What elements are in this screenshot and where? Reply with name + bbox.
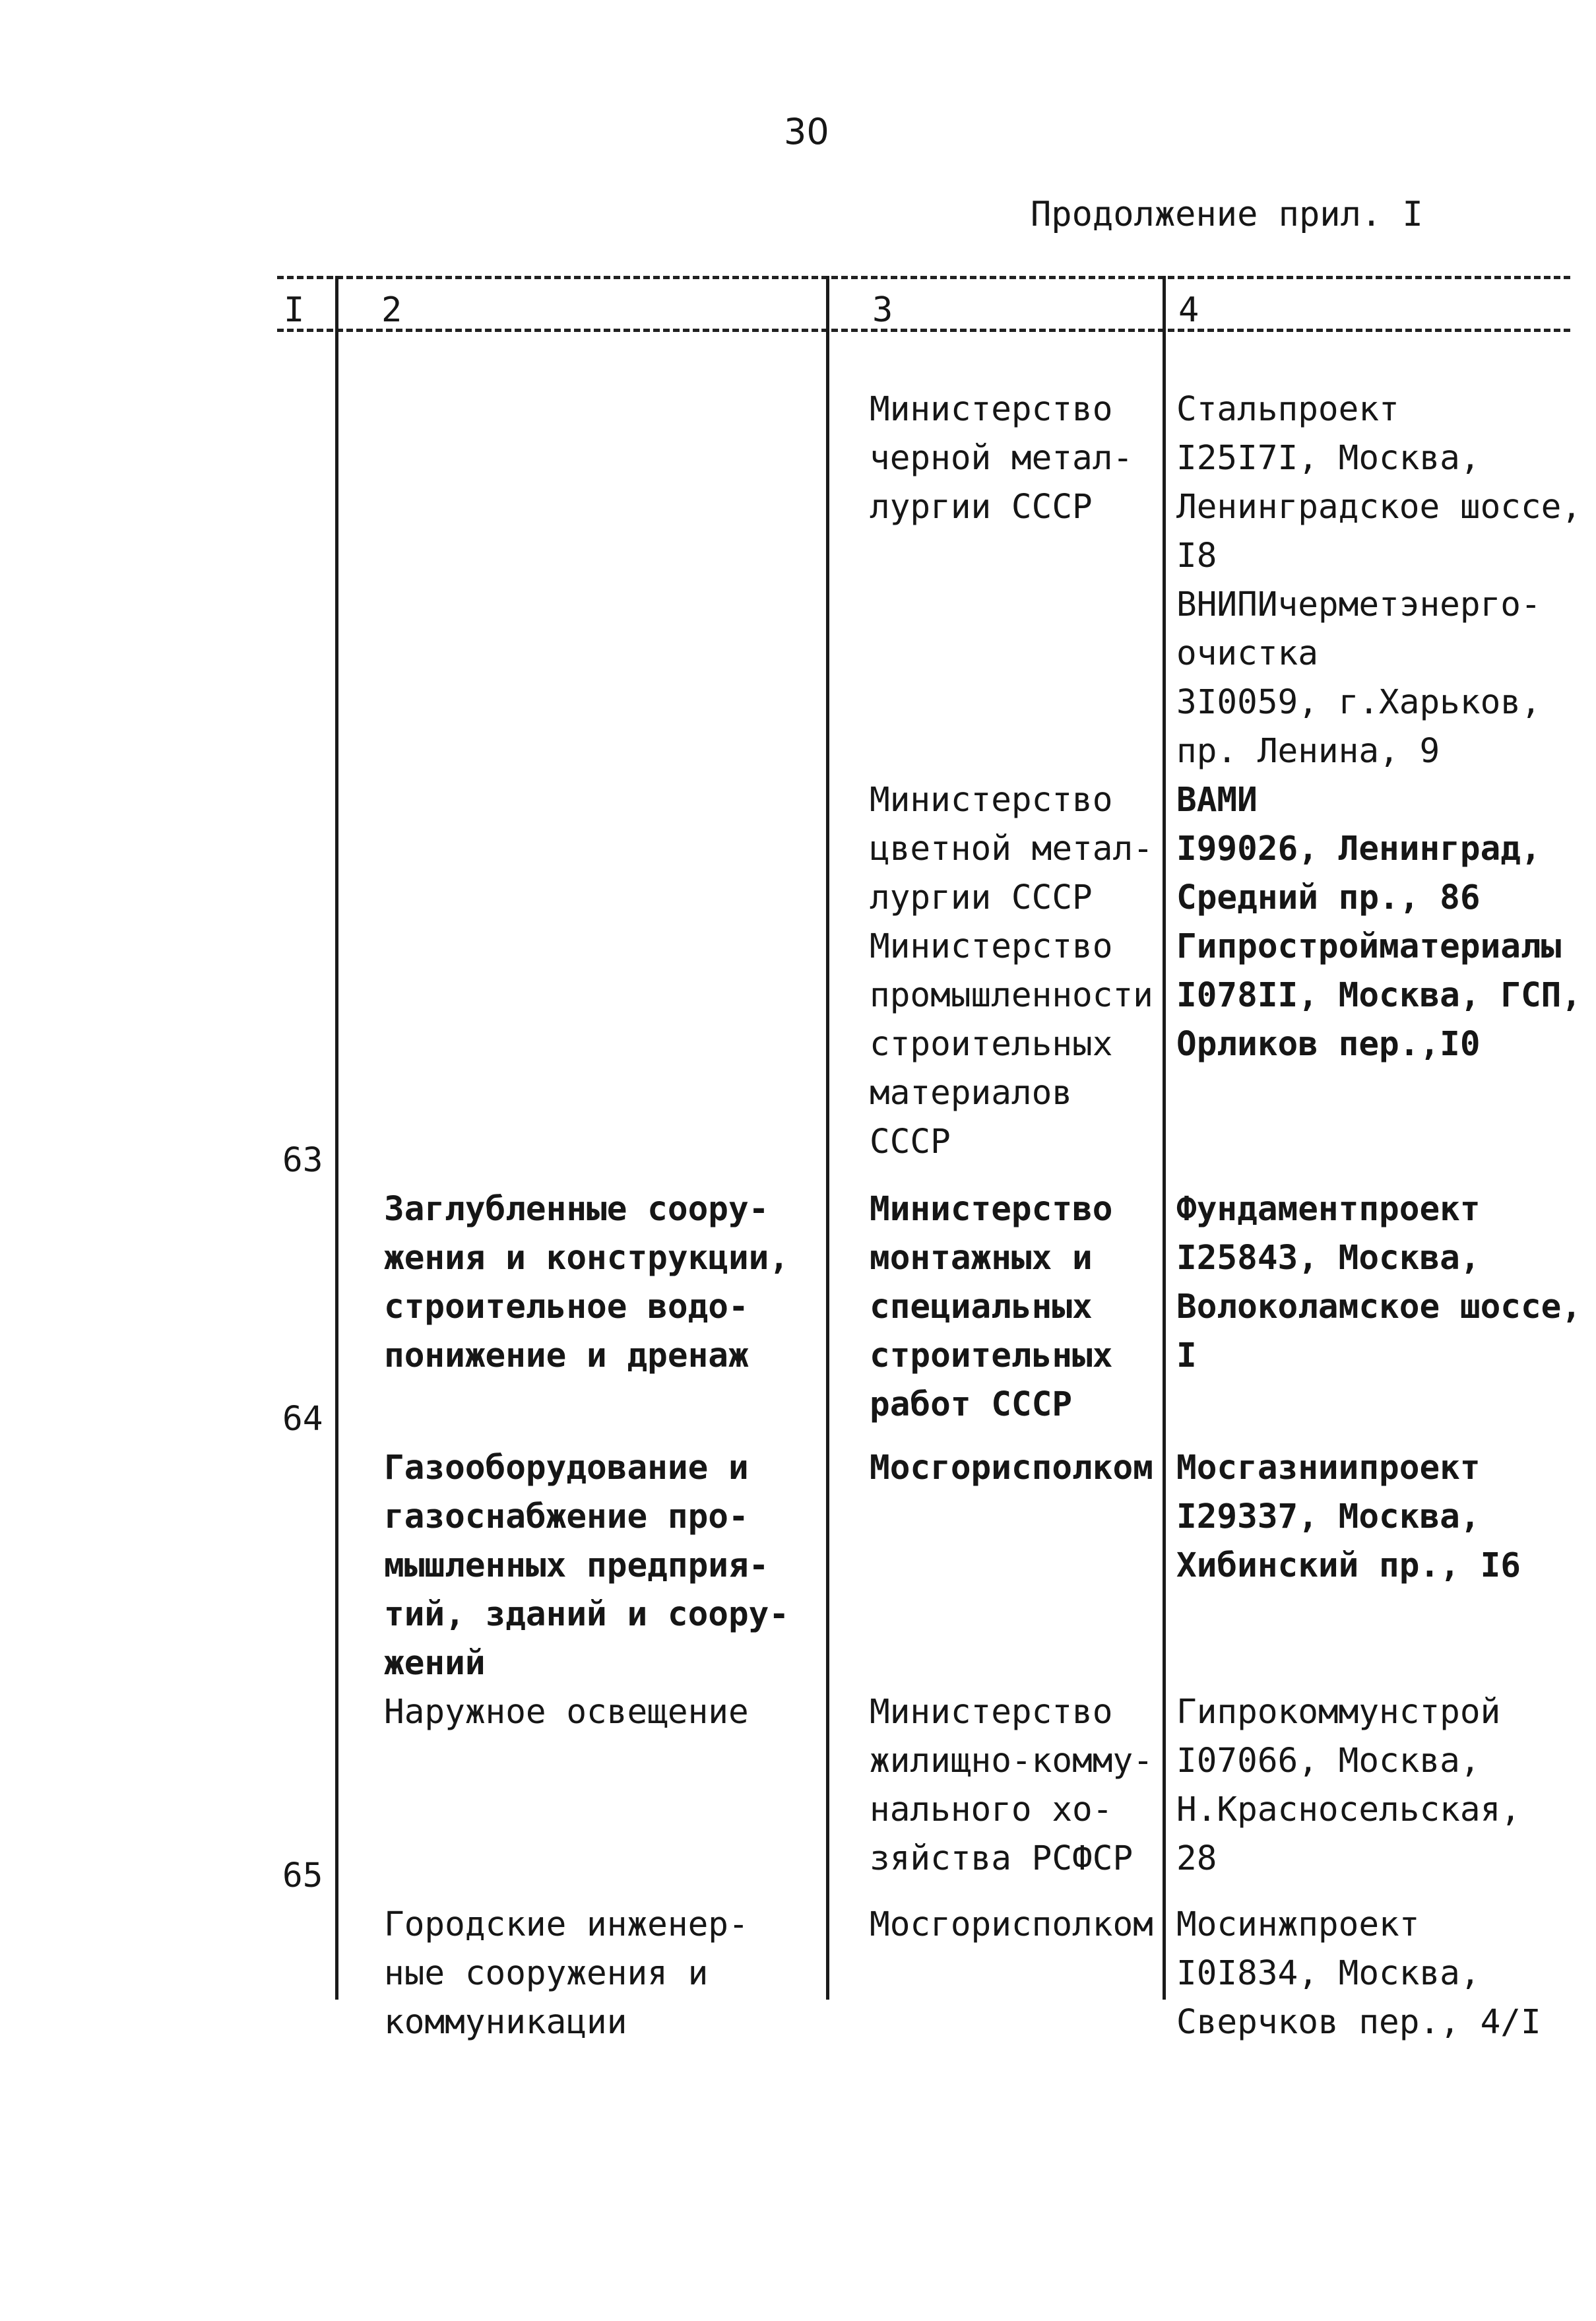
table-row-5-col4: Гипрокоммунстрой I07066, Москва, Н.Красносельская, 28 bbox=[1176, 1693, 1521, 1878]
table-row-3-col4: Фундаментпроект I25843, Москва, Волоколамское шоссе, I bbox=[1176, 1190, 1582, 1375]
table-row-2-col3: Министерство промышленности строительных материалов СССР bbox=[870, 927, 1153, 1161]
table-row-3-col3: Министерство монтажных и специальных строительных работ СССР bbox=[870, 1190, 1113, 1424]
table-row-4-col3: Мосгорисполком bbox=[870, 1449, 1153, 1487]
header-col-2: 2 bbox=[381, 290, 402, 330]
column-divider-1 bbox=[335, 276, 338, 2000]
continuation-label: Продолжение прил. I bbox=[1031, 195, 1423, 234]
table-top-rule bbox=[277, 276, 1570, 279]
table-row-6-col4: Мосинжпроект I0I834, Москва, Сверчков пер., 4/I bbox=[1176, 1905, 1541, 2042]
table-row-3-num: 63 bbox=[282, 1141, 323, 1180]
table-row-4-col4: Мосгазниипроект I29337, Москва, Хибинский пр., I6 bbox=[1176, 1449, 1521, 1585]
header-col-4: 4 bbox=[1178, 290, 1199, 330]
header-col-1: I bbox=[284, 290, 305, 330]
header-bottom-rule bbox=[277, 329, 1570, 332]
table-row-0-col3: Министерство черной метал- лургии СССР bbox=[870, 390, 1133, 527]
table-row-6-num: 65 bbox=[282, 1856, 323, 1895]
table-row-5-col2: Наружное освещение bbox=[384, 1693, 749, 1732]
table-row-4-num: 64 bbox=[282, 1400, 323, 1439]
header-col-3: 3 bbox=[872, 290, 893, 330]
column-divider-2 bbox=[826, 276, 829, 2000]
table-row-4-col2: Газооборудование и газоснабжение про- мышленных предприя- тий, зданий и соору- жений bbox=[384, 1449, 790, 1683]
table-row-6-col2: Городские инженер- ные сооружения и коммуникации bbox=[384, 1905, 749, 2042]
table-row-1-col4: ВАМИ I99026, Ленинград, Средний пр., 86 bbox=[1176, 781, 1541, 917]
table-row-2-col4: Гипростройматериалы I078II, Москва, ГСП, Орликов пер.,I0 bbox=[1176, 927, 1582, 1064]
column-divider-3 bbox=[1163, 276, 1166, 2000]
table-row-1-col3: Министерство цветной метал- лургии СССР bbox=[870, 781, 1153, 917]
table-row-6-col3: Мосгорисполком bbox=[870, 1905, 1153, 1944]
table-row-3-col2: Заглубленные соору- жения и конструкции, строительное водо- понижение и дренаж bbox=[384, 1190, 790, 1375]
table-row-5-col3: Министерство жилищно-комму- нального хо- зяйства РСФСР bbox=[870, 1693, 1153, 1878]
table-row-0-col4: Стальпроект I25I7I, Москва, Ленинградское шоссе, I8 ВНИПИчерметэнерго- очистка 3I0059, г.Харьков, пр. Ленина, 9 bbox=[1176, 390, 1582, 771]
page-number: 30 bbox=[784, 111, 829, 152]
